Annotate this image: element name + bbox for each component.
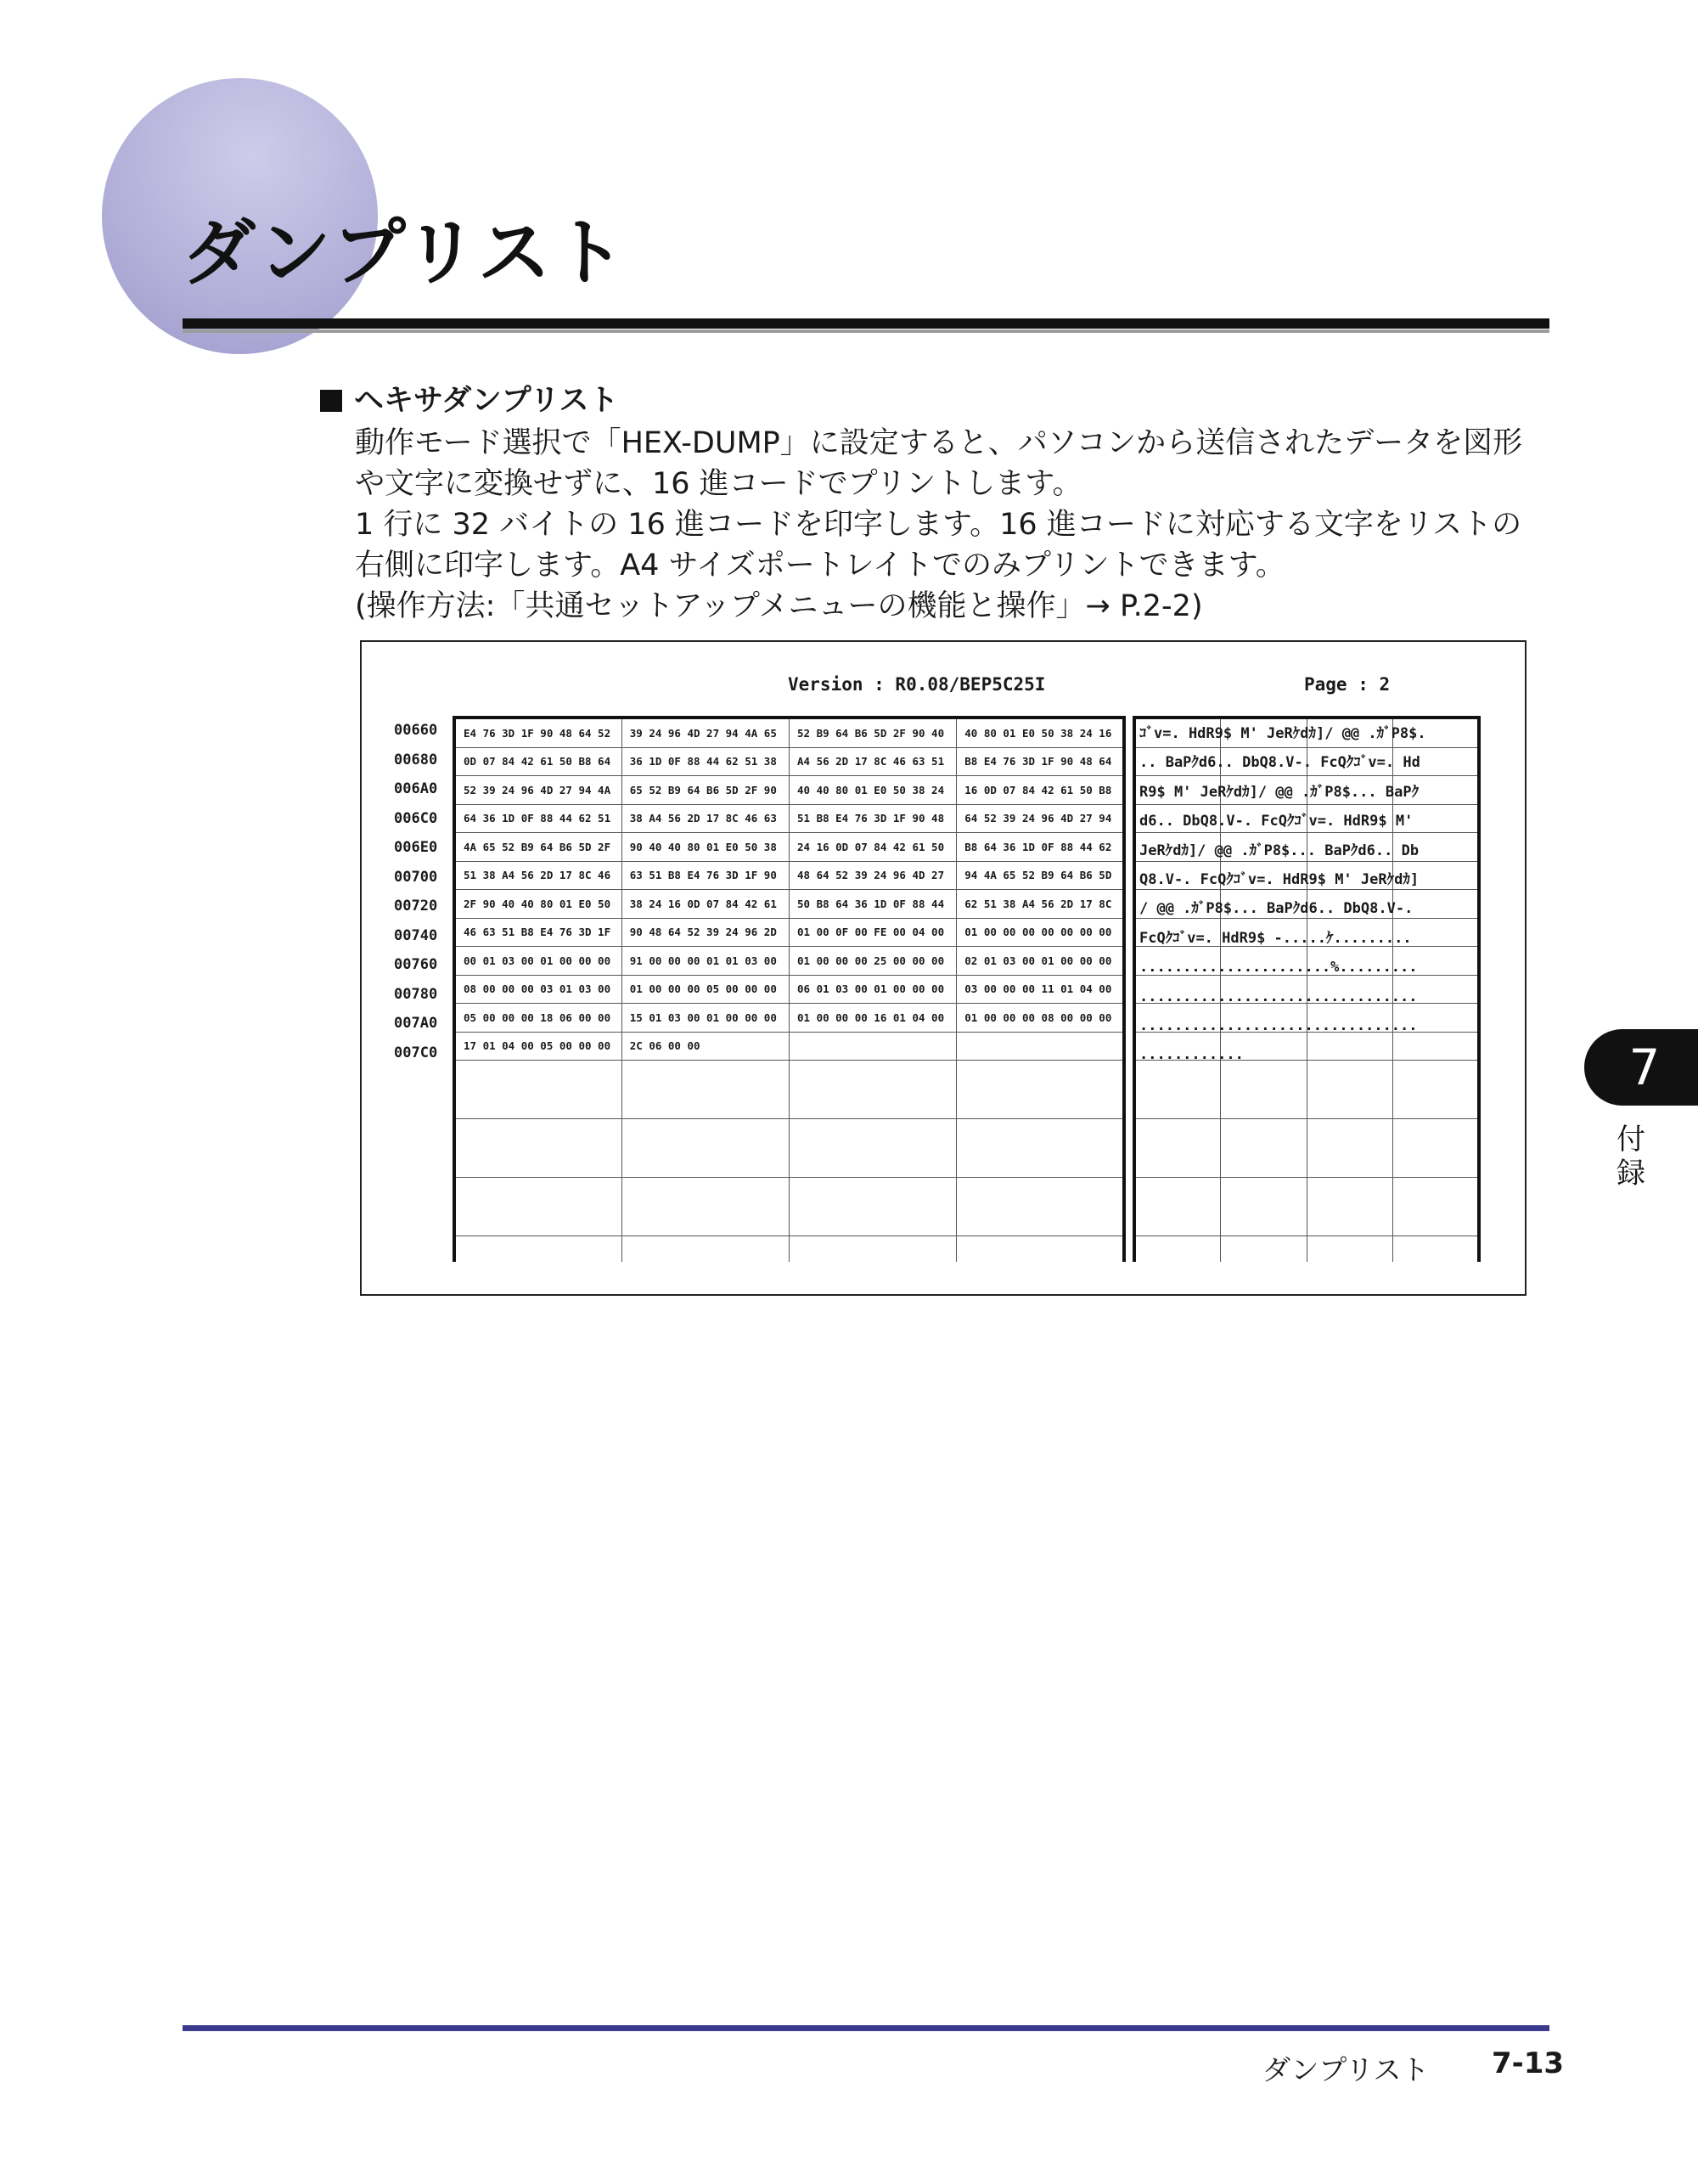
hex-cell: B8 E4 76 3D 1F 90 48 64	[957, 747, 1124, 776]
chapter-label-char: 付	[1616, 1123, 1645, 1157]
empty-cell	[1134, 1178, 1221, 1236]
address-label: 00680	[394, 751, 438, 768]
hex-cell: 17 01 04 00 05 00 00 00	[454, 1032, 621, 1061]
address-label: 00740	[394, 926, 438, 944]
char-line: FcQｸｺﾞv=. HdR9$ -.....ｹ.........	[1139, 929, 1412, 947]
hex-cell: 90 48 64 52 39 24 96 2D	[621, 918, 789, 947]
page-title: ダンプリスト	[183, 211, 627, 296]
empty-cell	[621, 1119, 789, 1178]
char-line: R9$ M' JeRｹdｶ]/ @@ .ｶﾞP8$... BaPｸ	[1139, 783, 1420, 801]
hex-cell: 15 01 03 00 01 00 00 00	[621, 1004, 789, 1033]
hex-cell: 01 00 00 00 16 01 04 00	[790, 1004, 957, 1033]
empty-row	[454, 1119, 1124, 1178]
hex-cell	[957, 1032, 1124, 1061]
hex-cell: 38 A4 56 2D 17 8C 46 63	[621, 804, 789, 833]
hex-row	[454, 947, 1124, 976]
empty-cell	[790, 1178, 957, 1236]
empty-cell	[1221, 1236, 1307, 1263]
address-column	[394, 716, 453, 1067]
empty-cell	[1393, 1178, 1480, 1236]
empty-cell	[454, 1236, 621, 1263]
char-line: d6.. DbQ8.V-. FcQｸｺﾞv=. HdR9$ M'	[1139, 813, 1414, 830]
body-text	[355, 423, 1552, 627]
hex-cell: 01 00 0F 00 FE 00 04 00	[790, 918, 957, 947]
hex-cell: 40 40 80 01 E0 50 38 24	[790, 776, 957, 805]
empty-cell	[957, 1178, 1124, 1236]
address-label: 007A0	[394, 1015, 438, 1032]
hex-cell: 46 63 51 B8 E4 76 3D 1F	[454, 918, 621, 947]
hex-cell: 38 24 16 0D 07 84 42 61	[621, 890, 789, 919]
hex-cell: 01 00 00 00 05 00 00 00	[621, 975, 789, 1004]
address-label: 006E0	[394, 839, 438, 856]
hex-cell: 63 51 B8 E4 76 3D 1F 90	[621, 861, 789, 890]
empty-cell	[1134, 1119, 1221, 1178]
title-underline	[183, 318, 1549, 329]
empty-cell	[1393, 1119, 1480, 1178]
empty-cell	[1393, 1236, 1480, 1263]
hex-row	[454, 776, 1124, 805]
empty-cell	[790, 1061, 957, 1119]
char-line: ................................	[1139, 988, 1418, 1005]
hex-cell: 51 38 A4 56 2D 17 8C 46	[454, 861, 621, 890]
empty-cell	[957, 1061, 1124, 1119]
character-lines	[1139, 719, 1483, 1070]
body-line: (操作方法:「共通セットアップメニューの機能と操作」→ P.2-2)	[355, 589, 1203, 623]
hex-cell: 03 00 00 00 11 01 04 00	[957, 975, 1124, 1004]
empty-row	[454, 1061, 1124, 1119]
hex-row	[454, 890, 1124, 919]
address-label: 007C0	[394, 1044, 438, 1061]
body-line: や文字に変換せずに、16 進コードでプリントします。	[355, 467, 1082, 501]
hex-row	[454, 1004, 1124, 1033]
hex-cell: 2C 06 00 00	[621, 1032, 789, 1061]
empty-cell	[1307, 1178, 1393, 1236]
hex-row	[454, 747, 1124, 776]
hex-cell: 00 01 03 00 01 00 00 00	[454, 947, 621, 976]
hex-dump-sample-figure	[360, 640, 1527, 1296]
hex-cell: 62 51 38 A4 56 2D 17 8C	[957, 890, 1124, 919]
hex-cell: 01 00 00 00 25 00 00 00	[790, 947, 957, 976]
hex-cell: 50 B8 64 36 1D 0F 88 44	[790, 890, 957, 919]
empty-cell	[1221, 1178, 1307, 1236]
page-label: Page : 2	[1304, 674, 1391, 695]
chapter-number-tab: 7	[1584, 1029, 1698, 1106]
hex-cell: 0D 07 84 42 61 50 B8 64	[454, 747, 621, 776]
hex-row	[454, 975, 1124, 1004]
empty-cell	[790, 1119, 957, 1178]
hex-cell: 24 16 0D 07 84 42 61 50	[790, 833, 957, 862]
version-label: Version : R0.08/BEP5C25I	[788, 674, 1046, 695]
square-bullet-icon	[320, 390, 342, 412]
empty-cell	[454, 1061, 621, 1119]
hex-cell: E4 76 3D 1F 90 48 64 52	[454, 718, 621, 747]
empty-cell	[1134, 1236, 1221, 1263]
empty-cell	[454, 1119, 621, 1178]
hex-row	[454, 718, 1124, 747]
empty-cell	[621, 1178, 789, 1236]
address-label: 00780	[394, 985, 438, 1003]
hex-cell: 48 64 52 39 24 96 4D 27	[790, 861, 957, 890]
hex-cell: B8 64 36 1D 0F 88 44 62	[957, 833, 1124, 862]
hex-row	[454, 833, 1124, 862]
empty-cell	[621, 1236, 789, 1263]
hex-cell: 36 1D 0F 88 44 62 51 38	[621, 747, 789, 776]
hex-cell: 06 01 03 00 01 00 00 00	[790, 975, 957, 1004]
hex-cell: 01 00 00 00 00 00 00 00	[957, 918, 1124, 947]
hex-cell: A4 56 2D 17 8C 46 63 51	[790, 747, 957, 776]
address-label: 00720	[394, 898, 438, 915]
hex-row	[454, 1032, 1124, 1061]
hex-cell: 02 01 03 00 01 00 00 00	[957, 947, 1124, 976]
hex-cell: 51 B8 E4 76 3D 1F 90 48	[790, 804, 957, 833]
hex-cell	[790, 1032, 957, 1061]
hex-cell: 05 00 00 00 18 06 00 00	[454, 1004, 621, 1033]
hex-cell: 16 0D 07 84 42 61 50 B8	[957, 776, 1124, 805]
empty-row	[1134, 1178, 1479, 1236]
hex-cell: 94 4A 65 52 B9 64 B6 5D	[957, 861, 1124, 890]
body-line: 右側に印字します。A4 サイズポートレイトでのみプリントできます。	[355, 549, 1285, 583]
hex-cell: 52 B9 64 B6 5D 2F 90 40	[790, 718, 957, 747]
address-label: 006C0	[394, 809, 438, 827]
empty-row	[1134, 1119, 1479, 1178]
hex-cell: 64 36 1D 0F 88 44 62 51	[454, 804, 621, 833]
char-line: ............	[1139, 1046, 1244, 1064]
hex-cell: 4A 65 52 B9 64 B6 5D 2F	[454, 833, 621, 862]
hex-cell: 52 39 24 96 4D 27 94 4A	[454, 776, 621, 805]
hex-cell: 90 40 40 80 01 E0 50 38	[621, 833, 789, 862]
hex-cell: 91 00 00 00 01 01 03 00	[621, 947, 789, 976]
char-line: ......................%.........	[1139, 959, 1418, 977]
empty-cell	[1221, 1119, 1307, 1178]
body-line: 1 行に 32 バイトの 16 進コードを印字します。16 進コードに対応する文字をリストの	[355, 508, 1522, 542]
footer-page-number: 7-13	[1492, 2046, 1565, 2080]
body-line: 動作モード選択で「HEX-DUMP」に設定すると、パソコンから送信されたデータを図形	[355, 426, 1523, 460]
empty-cell	[957, 1119, 1124, 1178]
empty-cell	[1307, 1119, 1393, 1178]
section-heading-text: ヘキサダンプリスト	[354, 384, 619, 418]
empty-cell	[957, 1236, 1124, 1263]
hex-cell: 65 52 B9 64 B6 5D 2F 90	[621, 776, 789, 805]
address-label: 00700	[394, 868, 438, 886]
hex-code-table	[453, 716, 1126, 1262]
char-line: ................................	[1139, 1016, 1418, 1034]
char-line: Q8.V-. FcQｸｺﾞv=. HdR9$ M' JeRｹdｶ]	[1139, 870, 1420, 888]
title-underline-shadow	[183, 329, 1549, 333]
address-label: 00760	[394, 956, 438, 973]
empty-cell	[454, 1178, 621, 1236]
empty-cell	[790, 1236, 957, 1263]
address-label: 00660	[394, 722, 438, 739]
hex-cell: 39 24 96 4D 27 94 4A 65	[621, 718, 789, 747]
hex-row	[454, 804, 1124, 833]
empty-row	[1134, 1236, 1479, 1263]
hex-row	[454, 861, 1124, 890]
hex-cell: 40 80 01 E0 50 38 24 16	[957, 718, 1124, 747]
empty-row	[454, 1178, 1124, 1236]
hex-cell: 64 52 39 24 96 4D 27 94	[957, 804, 1124, 833]
section-heading	[320, 382, 619, 419]
chapter-label	[1611, 1123, 1650, 1191]
empty-cell	[621, 1061, 789, 1119]
hex-row	[454, 918, 1124, 947]
empty-cell	[1307, 1236, 1393, 1263]
char-line: JeRｹdｶ]/ @@ .ｶﾞP8$... BaPｸd6.. Db	[1139, 842, 1420, 859]
footer-title: ダンプリスト	[1262, 2053, 1430, 2086]
char-line: ｺﾞv=. HdR9$ M' JeRｹdｶ]/ @@ .ｶﾞP8$.	[1139, 725, 1426, 742]
char-line: .. BaPｸd6.. DbQ8.V-. FcQｸｺﾞv=. Hd	[1139, 754, 1420, 772]
address-label: 006A0	[394, 780, 438, 797]
empty-row	[454, 1236, 1124, 1263]
chapter-label-char: 録	[1616, 1157, 1645, 1191]
char-line: / @@ .ｶﾞP8$... BaPｸd6.. DbQ8.V-.	[1139, 900, 1414, 918]
hex-cell: 08 00 00 00 03 01 03 00	[454, 975, 621, 1004]
hex-cell: 2F 90 40 40 80 01 E0 50	[454, 890, 621, 919]
hex-cell: 01 00 00 00 08 00 00 00	[957, 1004, 1124, 1033]
footer-rule	[183, 2025, 1549, 2031]
